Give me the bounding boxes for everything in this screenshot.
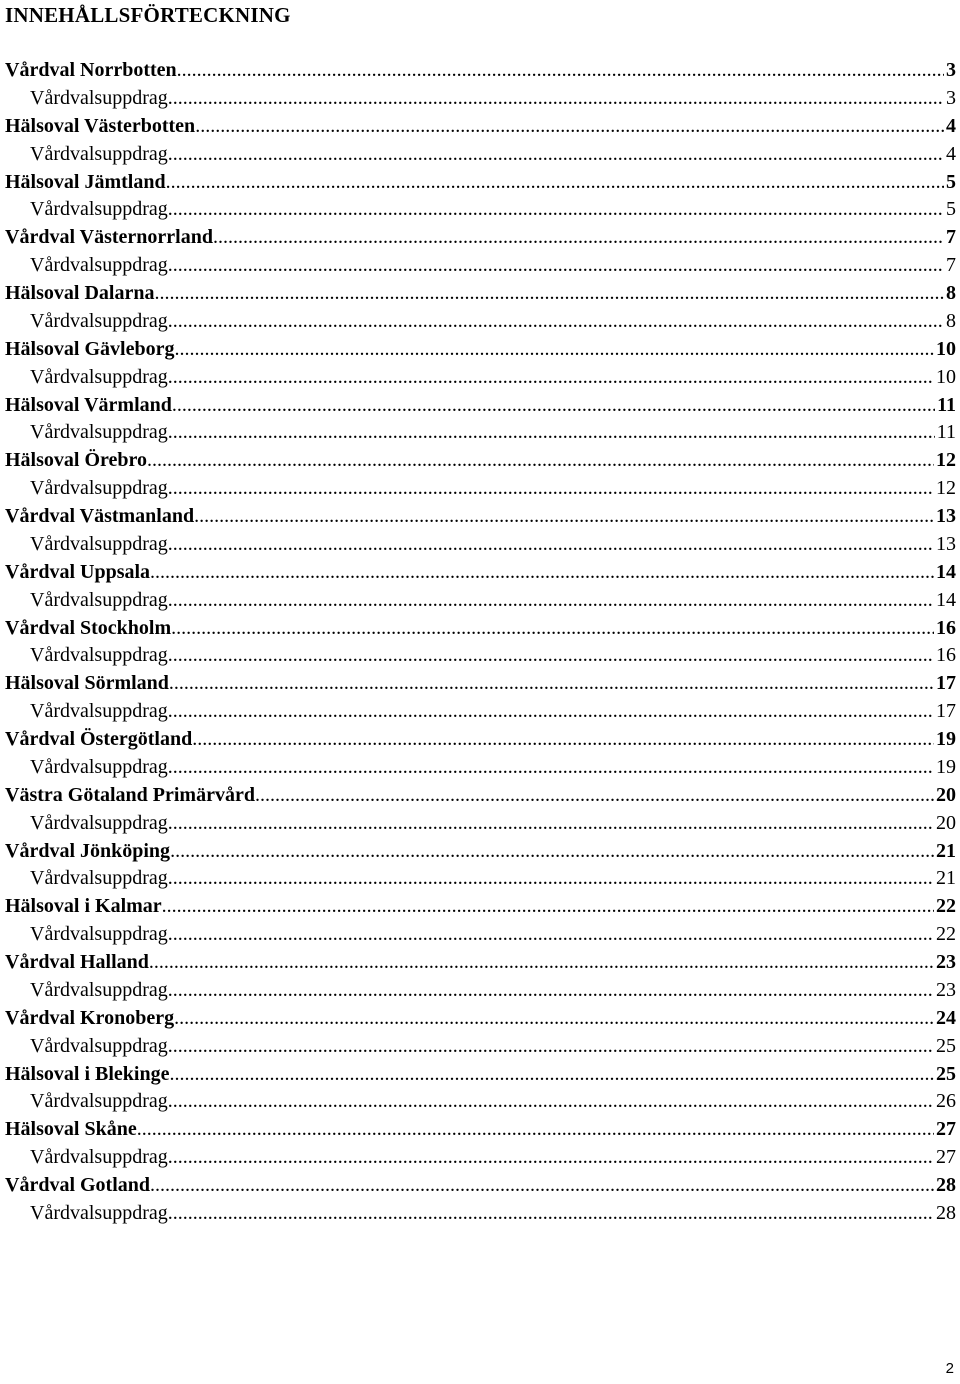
toc-dot-leader (168, 921, 934, 949)
toc-dot-leader (177, 57, 944, 85)
toc-entry-label: Vårdvalsuppdrag (30, 532, 168, 555)
toc-entry-label: Hälsoval Sörmland (5, 672, 169, 695)
toc-dot-leader (194, 503, 934, 531)
toc-entry-label: Hälsoval Örebro (5, 449, 148, 472)
toc-subsection-entry[interactable] (5, 85, 956, 113)
toc-entry-label: Vårdval Jönköping (5, 839, 171, 862)
toc-entry-page-number: 11 (937, 393, 956, 416)
toc-dot-leader (174, 336, 934, 364)
toc-entry-label: Vårdvalsuppdrag (30, 644, 168, 667)
toc-entry-page-number: 25 (936, 1034, 956, 1057)
toc-entry-page-number: 25 (936, 1062, 956, 1085)
toc-entry-page-number: 22 (936, 923, 956, 946)
toc-dot-leader (168, 587, 934, 615)
toc-section-entry[interactable] (5, 838, 956, 866)
toc-dot-leader (168, 1144, 934, 1172)
toc-subsection-entry[interactable] (5, 754, 956, 782)
page-number: 2 (945, 1360, 954, 1377)
toc-entry-page-number: 8 (946, 309, 956, 332)
toc-dot-leader (168, 308, 944, 336)
toc-entry-page-number: 8 (946, 282, 956, 304)
toc-entry-label: Vårdval Stockholm (5, 616, 172, 639)
toc-subsection-entry[interactable] (5, 1144, 956, 1172)
toc-entry-label: Vårdval Östergötland (5, 728, 193, 750)
toc-entry-page-number: 10 (936, 337, 956, 360)
toc-entry-label: Hälsoval Dalarna (5, 282, 155, 304)
toc-section-entry[interactable] (5, 280, 956, 308)
toc-subsection-entry[interactable] (5, 865, 956, 893)
toc-entry-label: Vårdvalsuppdrag (30, 421, 168, 444)
toc-entry-label: Vårdvalsuppdrag (30, 86, 168, 109)
toc-dot-leader (150, 559, 934, 587)
toc-dot-leader (192, 726, 934, 754)
toc-dot-leader (168, 1088, 934, 1116)
toc-dot-leader (168, 141, 944, 169)
toc-entry-page-number: 27 (936, 1146, 956, 1169)
toc-dot-leader (174, 1005, 934, 1033)
toc-entry-page-number: 16 (936, 616, 956, 639)
toc-dot-leader (150, 1172, 934, 1200)
toc-entry-label: Vårdvalsuppdrag (30, 1034, 168, 1057)
toc-entry-page-number: 14 (936, 588, 956, 611)
toc-dot-leader (168, 642, 934, 670)
toc-entry-page-number: 14 (936, 560, 956, 583)
toc-subsection-entry[interactable] (5, 921, 956, 949)
toc-entry-label: Vårdvalsuppdrag (30, 1146, 168, 1169)
toc-entry-page-number: 19 (936, 755, 956, 778)
toc-dot-leader (168, 754, 934, 782)
toc-entry-page-number: 20 (936, 783, 956, 806)
toc-entry-label: Hälsoval Gävleborg (5, 337, 175, 360)
toc-entry-label: Vårdvalsuppdrag (30, 923, 168, 946)
toc-entry-label: Vårdval Uppsala (5, 560, 151, 583)
toc-subsection-entry[interactable] (5, 587, 956, 615)
toc-entry-label: Vårdvalsuppdrag (30, 588, 168, 611)
page-title: INNEHÅLLSFÖRTECKNING (5, 3, 291, 27)
toc-section-entry[interactable] (5, 392, 956, 420)
toc-entry-page-number: 23 (936, 951, 956, 973)
toc-entry-page-number: 16 (936, 644, 956, 667)
table-of-contents (5, 57, 956, 1228)
toc-section-entry[interactable] (5, 1172, 956, 1200)
toc-dot-leader (168, 85, 944, 113)
toc-entry-label: Vårdvalsuppdrag (30, 309, 168, 332)
toc-subsection-entry[interactable] (5, 810, 956, 838)
toc-entry-label: Vårdvalsuppdrag (30, 142, 168, 165)
toc-entry-label: Vårdvalsuppdrag (30, 867, 168, 890)
toc-entry-label: Vårdvalsuppdrag (30, 978, 168, 1001)
toc-section-entry[interactable] (5, 169, 956, 197)
toc-dot-leader (171, 615, 934, 643)
toc-subsection-entry[interactable] (5, 698, 956, 726)
toc-entry-page-number: 28 (936, 1201, 956, 1224)
toc-subsection-entry[interactable] (5, 141, 956, 169)
toc-dot-leader (168, 1033, 934, 1061)
toc-section-entry[interactable] (5, 949, 956, 977)
toc-subsection-entry[interactable] (5, 531, 956, 559)
toc-entry-page-number: 3 (946, 59, 956, 81)
toc-subsection-entry[interactable] (5, 308, 956, 336)
toc-dot-leader (168, 475, 934, 503)
toc-section-entry[interactable] (5, 893, 956, 921)
toc-entry-label: Vårdvalsuppdrag (30, 198, 168, 221)
toc-dot-leader (169, 670, 934, 698)
toc-entry-label: Vårdval Västmanland (5, 505, 195, 527)
toc-dot-leader (166, 169, 944, 197)
toc-entry-page-number: 20 (936, 811, 956, 834)
toc-dot-leader (162, 893, 934, 921)
toc-entry-page-number: 5 (946, 170, 956, 193)
toc-dot-leader (255, 782, 934, 810)
toc-dot-leader (168, 698, 934, 726)
toc-entry-label: Västra Götaland Primärvård (5, 783, 255, 806)
toc-dot-leader (168, 977, 934, 1005)
toc-entry-label: Hälsoval Jämtland (5, 170, 166, 193)
toc-subsection-entry[interactable] (5, 475, 956, 503)
toc-entry-page-number: 3 (946, 86, 956, 109)
toc-dot-leader (168, 364, 934, 392)
toc-entry-page-number: 19 (936, 728, 956, 750)
toc-entry-label: Vårdvalsuppdrag (30, 700, 168, 723)
toc-section-entry[interactable] (5, 57, 956, 85)
toc-entry-label: Hälsoval Skåne (5, 1118, 137, 1141)
toc-section-entry[interactable] (5, 1061, 956, 1089)
toc-entry-page-number: 27 (936, 1118, 956, 1141)
toc-entry-label: Vårdval Kronoberg (5, 1006, 175, 1029)
toc-section-entry[interactable] (5, 336, 956, 364)
toc-entry-label: Hälsoval i Kalmar (5, 895, 162, 918)
toc-subsection-entry[interactable] (5, 977, 956, 1005)
toc-dot-leader (137, 1116, 934, 1144)
toc-entry-page-number: 12 (936, 477, 956, 500)
toc-entry-page-number: 17 (936, 700, 956, 723)
toc-entry-page-number: 13 (936, 505, 956, 527)
toc-dot-leader (170, 838, 934, 866)
toc-section-entry[interactable] (5, 782, 956, 810)
toc-entry-label: Vårdvalsuppdrag (30, 477, 168, 500)
toc-entry-label: Hälsoval Västerbotten (5, 114, 196, 137)
toc-entry-page-number: 26 (936, 1090, 956, 1113)
toc-entry-label: Hälsoval Värmland (5, 393, 172, 416)
toc-entry-page-number: 12 (936, 449, 956, 472)
toc-section-entry[interactable] (5, 726, 956, 754)
toc-section-entry[interactable] (5, 113, 956, 141)
toc-entry-label: Hälsoval i Blekinge (5, 1062, 170, 1085)
toc-entry-label: Vårdvalsuppdrag (30, 1090, 168, 1113)
toc-dot-leader (168, 419, 935, 447)
toc-dot-leader (168, 252, 944, 280)
toc-section-entry[interactable] (5, 1116, 956, 1144)
toc-dot-leader (195, 113, 944, 141)
toc-entry-page-number: 21 (936, 839, 956, 862)
toc-section-entry[interactable] (5, 559, 956, 587)
toc-entry-page-number: 4 (946, 142, 956, 165)
toc-entry-page-number: 28 (936, 1174, 956, 1196)
toc-entry-label: Vårdval Västernorrland (5, 226, 213, 249)
toc-entry-label: Vårdvalsuppdrag (30, 365, 168, 388)
toc-dot-leader (149, 949, 934, 977)
toc-entry-page-number: 7 (946, 254, 956, 277)
toc-dot-leader (154, 280, 944, 308)
toc-entry-page-number: 23 (936, 978, 956, 1001)
toc-dot-leader (213, 224, 944, 252)
toc-subsection-entry[interactable] (5, 252, 956, 280)
toc-dot-leader (168, 810, 934, 838)
toc-dot-leader (147, 447, 934, 475)
toc-section-entry[interactable] (5, 447, 956, 475)
toc-entry-label: Vårdvalsuppdrag (30, 1201, 168, 1224)
toc-entry-page-number: 5 (946, 198, 956, 221)
toc-dot-leader (168, 1200, 934, 1228)
toc-subsection-entry[interactable] (5, 196, 956, 224)
toc-entry-page-number: 24 (936, 1006, 956, 1029)
toc-dot-leader (172, 392, 935, 420)
toc-section-entry[interactable] (5, 1005, 956, 1033)
toc-entry-page-number: 13 (936, 532, 956, 555)
toc-entry-page-number: 17 (936, 672, 956, 695)
toc-section-entry[interactable] (5, 224, 956, 252)
toc-dot-leader (168, 531, 934, 559)
toc-entry-page-number: 11 (936, 421, 956, 444)
toc-subsection-entry[interactable] (5, 419, 956, 447)
toc-section-entry[interactable] (5, 503, 956, 531)
toc-section-entry[interactable] (5, 615, 956, 643)
toc-entry-page-number: 4 (946, 114, 956, 137)
toc-entry-label: Vårdval Norrbotten (5, 59, 177, 81)
toc-entry-page-number: 21 (936, 867, 956, 890)
toc-subsection-entry[interactable] (5, 1200, 956, 1228)
toc-entry-label: Vårdval Gotland (5, 1174, 151, 1196)
toc-section-entry[interactable] (5, 670, 956, 698)
toc-entry-label: Vårdvalsuppdrag (30, 811, 168, 834)
toc-entry-label: Vårdvalsuppdrag (30, 254, 168, 277)
toc-subsection-entry[interactable] (5, 1088, 956, 1116)
toc-subsection-entry[interactable] (5, 1033, 956, 1061)
toc-dot-leader (169, 1061, 934, 1089)
toc-subsection-entry[interactable] (5, 642, 956, 670)
toc-dot-leader (168, 865, 934, 893)
toc-entry-page-number: 7 (946, 226, 956, 249)
toc-dot-leader (168, 196, 944, 224)
toc-subsection-entry[interactable] (5, 364, 956, 392)
toc-entry-label: Vårdval Halland (5, 951, 149, 973)
toc-entry-page-number: 22 (936, 895, 956, 918)
toc-entry-page-number: 10 (936, 365, 956, 388)
toc-entry-label: Vårdvalsuppdrag (30, 755, 168, 778)
